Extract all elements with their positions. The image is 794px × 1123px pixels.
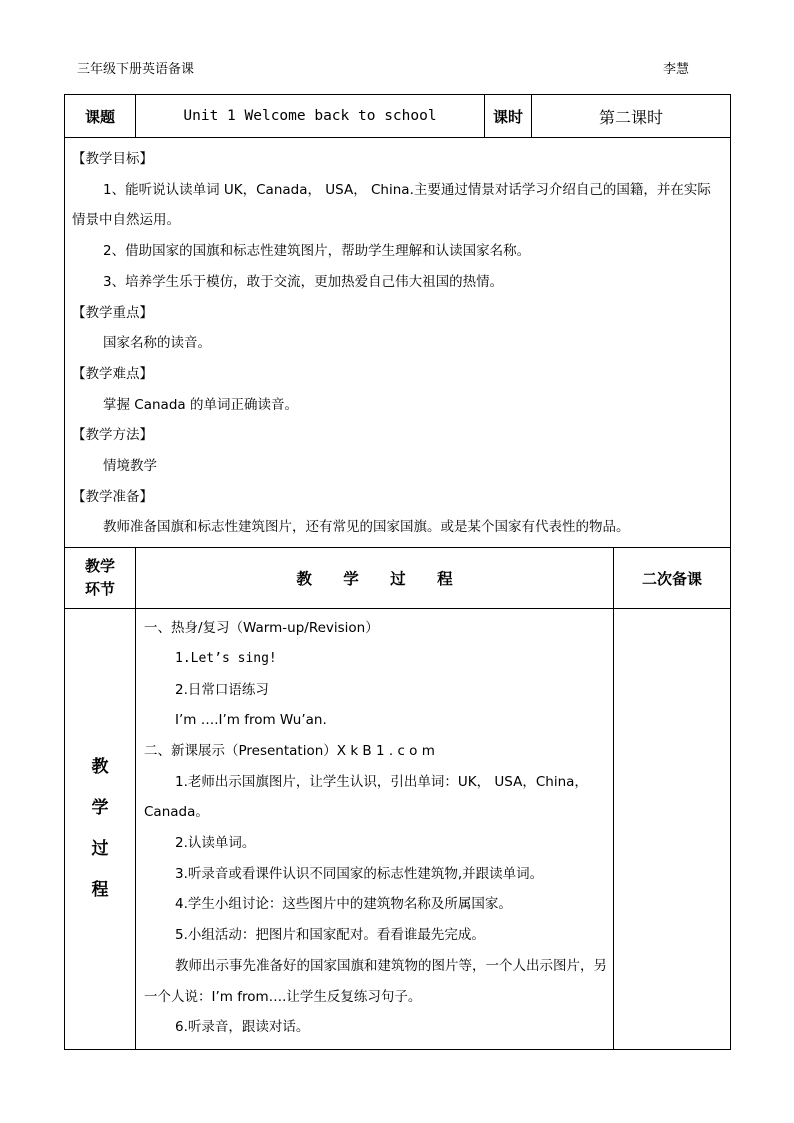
process-cell	[136, 609, 614, 1050]
period-label: 课时	[485, 95, 532, 138]
header-subject: 三年级下册英语备课	[77, 62, 195, 77]
stage-char: 教	[91, 757, 109, 778]
topic-label: 课题	[65, 95, 136, 138]
method-text: 情境教学	[103, 458, 157, 475]
stage-cell	[65, 609, 136, 1050]
second-prep-cell	[614, 609, 731, 1050]
stage-char: 程	[91, 880, 109, 901]
presentation-item-6: 6.听录音，跟读对话。	[175, 1019, 310, 1036]
stage-header-line2: 环节	[84, 580, 115, 599]
topic-value: Unit 1 Welcome back to school	[136, 95, 485, 138]
key-points-text: 国家名称的读音。	[103, 335, 211, 352]
difficult-points-title: 【教学难点】	[72, 365, 153, 382]
warmup-item-1: 1.Let’s sing!	[175, 650, 277, 666]
stage-char: 学	[91, 798, 109, 819]
stage-header	[65, 548, 136, 609]
difficult-points-text: 掌握 Canada 的单词正确读音。	[103, 396, 298, 413]
objective-3: 3、培养学生乐于模仿，敢于交流，更加热爱自己伟大祖国的热情。	[103, 273, 504, 290]
process-header: 教 学 过 程	[136, 548, 614, 609]
header-author: 李慧	[663, 62, 690, 77]
warmup-title: 一、热身/复习（Warm-up/Revision）	[144, 620, 379, 637]
preparation-title: 【教学准备】	[72, 488, 153, 505]
presentation-item-5: 5.小组活动：把图片和国家配对。看看谁最先完成。	[175, 927, 485, 944]
presentation-title: 二、新课展示（Presentation）X k B 1 . c o m	[144, 742, 435, 759]
warmup-item-3: I’m ….I’m from Wu’an.	[175, 712, 327, 729]
stage-char: 过	[91, 839, 109, 860]
key-points-title: 【教学重点】	[72, 304, 153, 321]
goals-section	[65, 138, 731, 548]
presentation-item-1: 1.老师出示国旗图片，让学生认识，引出单词：UK， USA，China， Canada。	[144, 773, 588, 821]
presentation-item-3: 3.听录音或看课件认识不同国家的标志性建筑物,并跟读单词。	[175, 865, 544, 882]
presentation-item-2: 2.认读单词。	[175, 835, 256, 852]
objectives-title: 【教学目标】	[72, 151, 153, 167]
presentation-item-4: 4.学生小组讨论：这些图片中的建筑物名称及所属国家。	[175, 896, 512, 913]
lesson-plan-table	[64, 94, 731, 1050]
second-prep-header: 二次备课	[614, 548, 731, 609]
warmup-item-2: 2.日常口语练习	[175, 681, 269, 698]
objective-1: 1、能听说认读单词 UK，Canada， USA， China.主要通过情景对话学习介绍自己的国籍，并在实际情景中自然运用。	[72, 181, 711, 229]
preparation-text: 教师准备国旗和标志性建筑图片，还有常见的国家国旗。或是某个国家有代表性的物品。	[103, 519, 630, 536]
period-value: 第二课时	[532, 95, 731, 138]
presentation-item-5b: 教师出示事先准备好的国家国旗和建筑物的图片等，一个人出示图片，另一个人说：I’m from….让学生反复练习句子。	[144, 957, 607, 1005]
objective-2: 2、借助国家的国旗和标志性建筑图片，帮助学生理解和认读国家名称。	[103, 243, 531, 260]
method-title: 【教学方法】	[72, 427, 153, 444]
stage-header-line1: 教学	[84, 557, 115, 576]
